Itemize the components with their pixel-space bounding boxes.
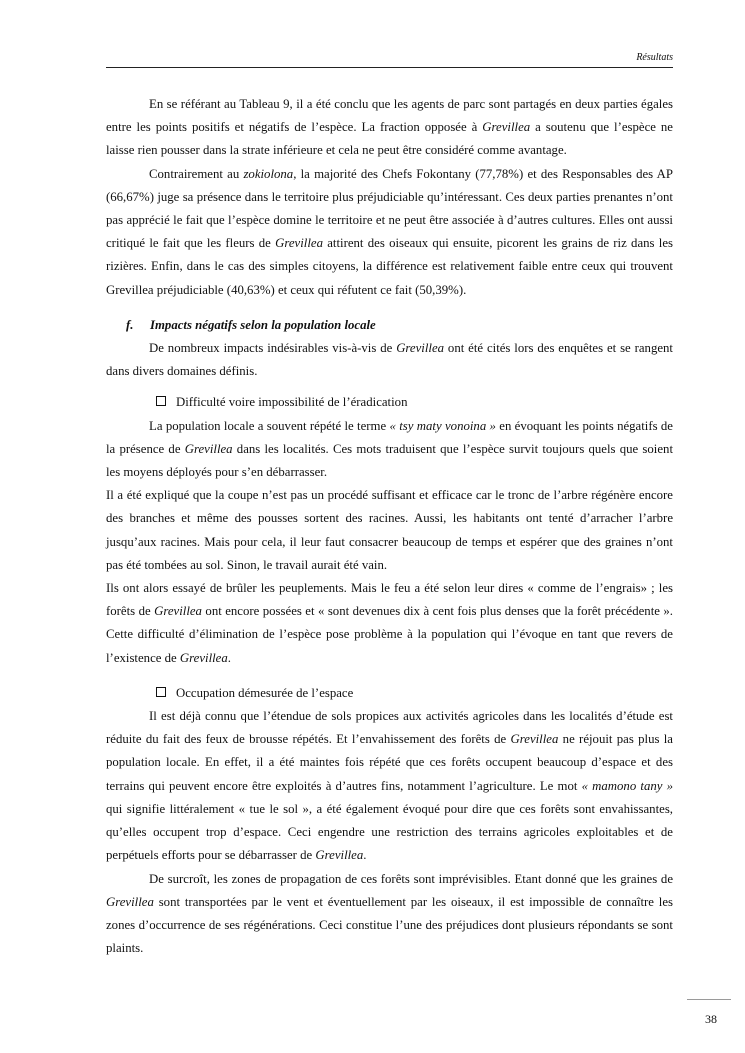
text-run: ont encore possées et « sont devenues dix à cent fois plus denses que la forêt précédente ». Cette difficulté d’élimination de l’espèce pose problème à la population qui l’évoque en tant que revers de l’existence de	[106, 604, 673, 665]
local-term: zokiolona	[243, 166, 294, 181]
page-number: 38	[705, 1012, 717, 1026]
species-name: Grevillea	[482, 120, 531, 135]
local-term: « tsy maty vonoina »	[389, 418, 496, 433]
checkbox-icon	[156, 396, 166, 406]
species-name: Grevillea	[179, 650, 228, 665]
text-run: a soutenu que l’espèce ne laisse rien pousser dans la strate inférieure et cela ne peut être considéré comme avantage.	[106, 120, 673, 158]
text-run: attirent des oiseaux qui ensuite, picorent les grains de riz dans les rizières. Enfin, dans le cas des simples citoyens, la différence est relativement faible entre ceux qui trouvent Grevillea préjudiciable (40,63%) et ceux qui réfutent ce fait (50,39%).	[106, 236, 673, 297]
checkbox-icon	[156, 687, 166, 697]
text-run: , la majorité des Chefs Fokontany (77,78%) et des Responsables des AP (66,67%) juge sa présence dans le territoire plus préjudiciable qu’intéressant. Ces deux parties prenantes n’ont pas apprécié le fait que l’espèce domine le territoire et ne peut être associée à d’autres cultures. Elles ont aussi critiqué le fait que les fleurs de	[106, 166, 673, 251]
section-title: Impacts négatifs selon la population locale	[150, 317, 376, 332]
bullet-title: Occupation démesurée de l’espace	[176, 685, 354, 700]
species-name: Grevillea	[184, 441, 233, 456]
text-run: .	[227, 650, 231, 665]
paragraph-zokiolona	[106, 163, 673, 302]
text-run: en évoquant les points négatifs de la présence de	[106, 418, 673, 456]
text-run: sont transportées par le vent et éventuellement par les oiseaux, il est impossible de connaître les zones d’occurrence de ses régénérations. Ceci constitue l’une des préjudices dont plusieurs répondants se sont plaints.	[106, 894, 673, 956]
bullet-occupation	[106, 682, 673, 705]
text-run: qui signifie littéralement « tue le sol », a été également évoqué pour dire que ces forêts sont envahissantes, qu’elles occupent trop d’espace. Ceci engendre une restriction des terrains agricoles exploitables et de perpétuels efforts pour se débarrasser de	[106, 801, 673, 863]
header-title: Résultats	[636, 52, 673, 63]
text-run: De nombreux impacts indésirables vis-à-vis de	[149, 341, 397, 356]
species-name: Grevillea	[315, 848, 364, 863]
text-run: dans les localités. Ces mots traduisent que l’espèce survit toujours quels que soient les moyens déployés pour s’en débarrasser.	[106, 441, 673, 480]
footer-rule	[687, 999, 731, 1000]
text-run: .	[363, 848, 367, 863]
species-name: Grevillea	[510, 732, 559, 747]
bullet-eradication	[106, 391, 673, 414]
text-run: La population locale a souvent répété le terme	[149, 418, 390, 433]
species-name: Grevillea	[275, 236, 323, 251]
text-run: Il est déjà connu que l’étendue de sols propices aux activités agricoles dans les localités d’étude est réduite du fait des feux de brousse répétés. Et l’envahissement des forêts de	[106, 709, 673, 747]
running-header	[106, 52, 673, 68]
text-run: Ils ont alors essayé de brûler les peuplements. Mais le feu a été selon leur dires « comme de l’engrais» ; les forêts de	[106, 581, 673, 619]
text-run: En se référant au Tableau 9, il a été conclu que les agents de parc sont partagés en deux parties égales entre les points positifs et négatifs de l’espèce. La fraction opposée à	[106, 97, 673, 135]
body-text	[106, 93, 673, 960]
paragraph-tsy-maty-vonoina	[106, 415, 673, 485]
paragraph-propagation	[106, 868, 673, 961]
species-name: Grevillea	[106, 894, 154, 909]
paragraph-coupe: Il a été expliqué que la coupe n’est pas un procédé suffisant et efficace car le tronc de l’arbre régénère encore des branches et même des pousses sortent des racines. Aussi, les habitants ont tenté d’arracher l’arbre jusqu’aux racines. Mais pour cela, il leur faut consacrer beaucoup de temps et espérer que des graines n’ont pas été tombées au sol. Sinon, le travail aurait été vain.	[106, 488, 673, 572]
section-number: f.	[126, 317, 134, 332]
paragraph-impacts-intro	[106, 337, 673, 383]
species-name: Grevillea	[396, 341, 445, 356]
bullet-title: Difficulté voire impossibilité de l’éradication	[176, 395, 408, 410]
paragraph-tableau-9	[106, 93, 673, 163]
paragraph-sols-agricoles	[106, 705, 673, 867]
text-run: ne réjouit pas plus la population locale. En effet, il a été maintes fois répété que ces forêts occupent beaucoup d’espace et des terrains qui peuvent encore être exploités à d’autres fins, notamment l’agriculture. Le mot	[106, 732, 673, 793]
species-name: Grevillea	[154, 604, 202, 619]
paragraph-bruler	[106, 577, 673, 670]
text-run: De surcroît, les zones de propagation de ces forêts sont imprévisibles. Etant donné que les graines de	[149, 871, 673, 886]
local-term: « mamono tany »	[581, 778, 673, 793]
text-run: ont été cités lors des enquêtes et se rangent dans divers domaines définis.	[106, 341, 673, 379]
section-heading	[106, 314, 673, 337]
text-run: Contrairement au	[149, 166, 244, 181]
